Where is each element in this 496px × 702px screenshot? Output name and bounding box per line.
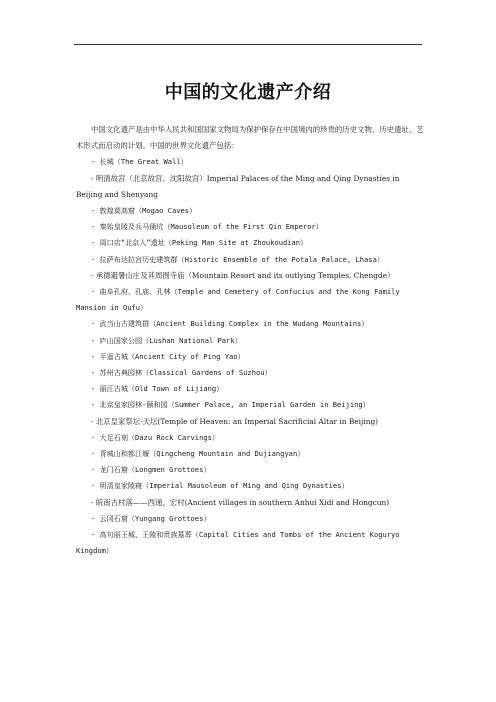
- heritage-list: [76, 154, 424, 559]
- list-item: - 北京皇家祭坛-天坛(Temple of Heaven: an Imperial Sacrificial Altar in Beijing): [91, 416, 379, 426]
- list-item: - 苏州古典园林（Classical Gardens of Suzhou）: [91, 368, 272, 378]
- list-item: - 丽江古城（Old Town of Lijiang）: [91, 384, 224, 394]
- list-item: - 承德避暑山庄及其周围寺庙（Mountain Resort and its outlying Temples, Chengde）: [91, 270, 395, 280]
- list-item: - 皖南古村落——西递、宏村(Ancient villages in southern Anhui Xidi and Hongcun): [91, 497, 390, 507]
- list-item: - 龙门石窟（Longmen Grottoes）: [91, 465, 211, 475]
- list-item: - 长城（The Great Wall）: [91, 157, 188, 167]
- list-item: - 曲阜孔府、孔庙、孔林（Temple and Cemetery of Confucius and the Kong Family Mansion in Qufu）: [76, 287, 400, 313]
- list-item: - 大足石刻（Dazu Rock Carvings）: [91, 432, 219, 442]
- document-body: [76, 122, 424, 559]
- header-rule: [74, 44, 422, 45]
- list-item: - 拉萨布达拉宫历史建筑群（Historic Ensemble of the Potala Palace, Lhasa）: [91, 254, 384, 264]
- intro-paragraph: 中国文化遗产是由中华人民共和国国家文物局为保护保存在中国境内的珍贵的历史文物、历史遗址、艺术形式而启动的计划。中国的世界文化遗产包括：: [76, 125, 424, 151]
- list-item: - 云冈石窟（Yungang Grottoes）: [91, 513, 211, 523]
- list-item: - 高句丽王城、王陵和贵族墓葬（Capital Cities and Tombs of the Ancient Koguryo Kingdom）: [76, 530, 400, 556]
- list-item: - 秦始皇陵及兵马俑坑（Mausoleum of the First Qin Emperor）: [91, 222, 323, 232]
- list-item: - 青城山和都江堰（Qingcheng Mountain and Dujiangyan）: [91, 449, 305, 459]
- list-item: - 敦煌莫高窟（Mogao Caves）: [91, 206, 197, 216]
- list-item: - 平遥古城（Ancient City of Ping Yao）: [91, 351, 245, 361]
- list-item: - 明清皇家陵寝（Imperial Mausoleum of Ming and Qing Dynasties）: [91, 481, 349, 491]
- list-item: - 庐山国家公园（Lushan National Park）: [91, 335, 242, 345]
- page-title: 中国的文化遗产介绍: [164, 82, 332, 103]
- list-item: - 明清故宫（北京故宫、沈阳故宫）Imperial Palaces of the Ming and Qing Dynasties in Beijing and Shenyang: [76, 173, 400, 199]
- list-item: - 周口店“北京人”遗址（Peking Man Site at Zhoukoudian）: [91, 238, 308, 248]
- list-item: - 北京皇家园林-颐和园（Summer Palace, an Imperial Garden in Beijing）: [91, 400, 370, 410]
- list-item: - 武当山古建筑群（Ancient Building Complex in the Wudang Mountains）: [91, 319, 369, 329]
